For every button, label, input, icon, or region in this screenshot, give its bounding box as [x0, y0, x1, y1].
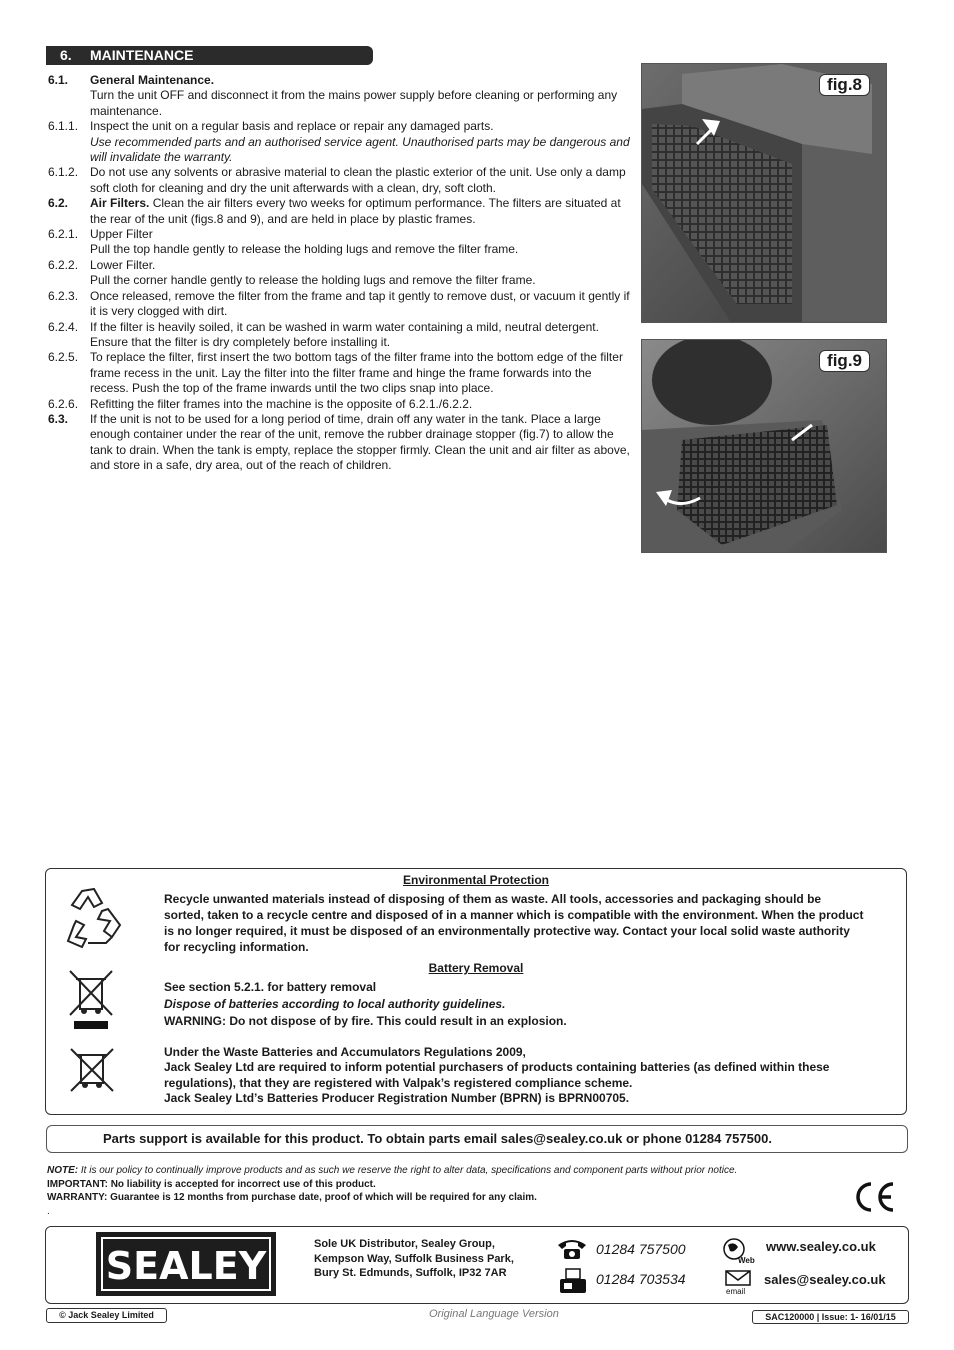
env-heading: Environmental Protection	[402, 873, 550, 887]
maintenance-text-line	[90, 73, 633, 88]
figure-8-label: fig.8	[819, 74, 870, 96]
figure-8	[641, 63, 887, 323]
web-label: Web	[738, 1256, 755, 1265]
maintenance-text-line	[90, 320, 633, 351]
maintenance-number: 6.2.1.	[48, 227, 79, 242]
maintenance-text-part: Once released, remove the filter from the frame and tap it gently to remove dust, or vacuum it gently if it is very clogged with dirt.	[90, 288, 630, 319]
maintenance-text-line	[90, 165, 633, 196]
maintenance-text-line	[90, 289, 633, 320]
fax-number: 01284 703534	[596, 1271, 686, 1287]
maintenance-number: 6.1.1.	[48, 119, 79, 134]
maintenance-text-part: Pull the top handle gently to release the holding lugs and remove the filter frame.	[90, 242, 519, 257]
distributor-address: Sole UK Distributor, Sealey Group, Kempson Way, Suffolk Business Park, Bury St. Edmunds, Suffolk, IP32 7AR	[314, 1238, 514, 1279]
maintenance-text-part: Refitting the filter frames into the machine is the opposite of 6.2.1./6.2.2.	[90, 396, 473, 411]
maintenance-number	[48, 88, 90, 119]
maintenance-text-line	[90, 196, 633, 227]
maintenance-text-line	[90, 258, 633, 273]
maintenance-text-part: Upper Filter	[90, 227, 153, 242]
important-note: IMPORTANT: No liability is accepted for incorrect use of this product.	[47, 1178, 376, 1190]
maintenance-text-line	[90, 242, 633, 257]
maintenance-row	[48, 242, 633, 257]
phone-number: 01284 757500	[596, 1241, 686, 1257]
section-number: 6.	[60, 47, 72, 63]
regs-line-1: Under the Waste Batteries and Accumulators Regulations 2009,	[164, 1045, 526, 1059]
maintenance-number: 6.2.	[48, 196, 69, 211]
maintenance-row	[48, 135, 633, 166]
maintenance-row	[48, 412, 633, 474]
maintenance-row	[48, 289, 633, 320]
maintenance-text	[48, 73, 633, 474]
maintenance-row	[48, 320, 633, 351]
maintenance-number	[48, 135, 90, 166]
maintenance-row	[48, 88, 633, 119]
maintenance-row	[48, 73, 633, 88]
phone-icon	[556, 1237, 588, 1266]
note-label: NOTE:	[47, 1165, 79, 1176]
section-title: MAINTENANCE	[90, 47, 194, 63]
maintenance-number: 6.2.3.	[48, 288, 79, 303]
maintenance-text-part: Lower Filter.	[90, 257, 156, 272]
footer-box	[45, 1226, 909, 1304]
maintenance-number: 6.2.6.	[48, 396, 79, 411]
maintenance-text-line	[90, 350, 633, 396]
maintenance-row	[48, 350, 633, 396]
email-link[interactable]: sales@sealey.co.uk	[764, 1272, 886, 1287]
warranty-note: WARRANTY: Guarantee is 12 months from purchase date, proof of which will be required for any claim.	[47, 1192, 537, 1203]
figure-9	[641, 339, 887, 553]
maintenance-text-line	[90, 412, 633, 474]
maintenance-row	[48, 165, 633, 196]
regs-line-3: Jack Sealey Ltd’s Batteries Producer Registration Number (BPRN) is BPRN00705.	[164, 1091, 630, 1105]
maintenance-text-part: To replace the filter, first insert the two bottom tags of the filter frame into the bottom edge of the filter frame recess in the unit. Lay the filter into the filter frame and hinge the frame forwards into the recess. Push the top of the frame inwards until the two clips snap into place.	[90, 350, 623, 396]
figure-9-label: fig.9	[819, 350, 870, 372]
maintenance-row	[48, 273, 633, 288]
maintenance-number: 6.1.	[48, 73, 69, 87]
regs-line-2: Jack Sealey Ltd are required to inform potential purchasers of products containing batteries (as defined within these regulations), that they are registered with Valpak’s registered compliance scheme.	[164, 1060, 830, 1090]
maintenance-text-line	[90, 119, 633, 134]
maintenance-text-part: Air Filters.	[90, 196, 150, 211]
figure-8-photo	[642, 64, 887, 323]
maintenance-text-part: General Maintenance.	[90, 73, 215, 87]
email-label: email	[726, 1287, 746, 1295]
maintenance-number: 6.3.	[48, 411, 69, 426]
maintenance-text-line	[90, 273, 633, 288]
maintenance-text-line	[90, 88, 633, 119]
maintenance-row	[48, 397, 633, 412]
maintenance-text-part: Do not use any solvents or abrasive material to clean the plastic exterior of the unit. Use only a damp soft cloth for cleaning and dry the unit afterwards with a clean, dry, soft cloth.	[90, 165, 626, 195]
note-text: It is our policy to continually improve products and as such we reserve the right to alter data, specifications and component parts without prior notice.	[78, 1165, 738, 1176]
maintenance-text-part: Pull the corner handle gently to release the holding lugs and remove the filter frame.	[90, 273, 536, 288]
battery-line-3: WARNING: Do not dispose of by fire. This could result in an explosion.	[164, 1014, 567, 1028]
issue-number: SAC120000 | Issue: 1- 16/01/15	[752, 1310, 909, 1324]
maintenance-number: 6.2.4.	[48, 319, 79, 334]
maintenance-row	[48, 196, 633, 227]
web-globe-icon	[722, 1237, 756, 1270]
notes	[47, 1164, 847, 1218]
maintenance-text-line	[90, 135, 633, 166]
maintenance-number: 6.2.2.	[48, 257, 79, 272]
fax-icon	[558, 1267, 588, 1300]
battery-line-2: Dispose of batteries according to local authority guidelines.	[164, 997, 506, 1011]
recycle-icon	[60, 885, 128, 958]
dot: .	[47, 1205, 50, 1217]
battery-heading: Battery Removal	[428, 961, 524, 975]
environmental-box	[45, 868, 907, 1115]
maintenance-text-line	[90, 227, 633, 242]
parts-support-bar: Parts support is available for this product. To obtain parts email sales@sealey.co.uk or phone 01284 757500.	[46, 1125, 908, 1153]
maintenance-text-part: Inspect the unit on a regular basis and replace or repair any damaged parts.	[90, 119, 494, 134]
logo-text: SEALEY	[105, 1244, 267, 1288]
crossed-bin-icon-2	[68, 1047, 116, 1100]
maintenance-number: 6.2.5.	[48, 350, 79, 365]
copyright: © Jack Sealey Limited	[46, 1308, 167, 1323]
maintenance-number: 6.1.2.	[48, 165, 79, 180]
maintenance-row	[48, 119, 633, 134]
maintenance-row	[48, 258, 633, 273]
maintenance-text-part: Use recommended parts and an authorised service agent. Unauthorised parts may be dangerous and will invalidate the warranty.	[90, 134, 630, 165]
maintenance-text-line	[90, 397, 633, 412]
maintenance-text-part: Turn the unit OFF and disconnect it from the mains power supply before cleaning or performing any maintenance.	[90, 88, 618, 118]
crossed-bin-icon	[66, 969, 116, 1038]
env-text: Recycle unwanted materials instead of disposing of them as waste. All tools, accessories and packaging should be sorted, taken to a recycle centre and disposed of in a manner which is compatible with the environment. When the product is no longer required, it must be disposed of an environmentally protective way. Contact your local solid waste authority for recycling information.	[164, 892, 864, 954]
maintenance-row	[48, 227, 633, 242]
battery-line-1: See section 5.2.1. for battery removal	[164, 980, 377, 994]
maintenance-text-part: If the unit is not to be used for a long period of time, drain off any water in the tank. Place a large enough container under the rear of the unit, remove the rubber drainage stopper (fig.7) to allow the tank to drain. When the tank is empty, replace the stopper firmly. Clean the unit and air filter as above, and store in a safe, dry area, out of the reach of children.	[90, 411, 630, 473]
maintenance-text-part: Clean the air filters every two weeks for optimum performance. The filters are situated at the rear of the unit (figs.8 and 9), and are held in place by plastic frames.	[90, 196, 621, 226]
maintenance-number	[48, 273, 90, 288]
maintenance-text-part: If the filter is heavily soiled, it can be washed in warm water containing a mild, neutral detergent. Ensure that the filter is dry completely before installing it.	[90, 319, 599, 349]
section-header	[46, 46, 373, 65]
original-language-version: Original Language Version	[429, 1308, 559, 1320]
email-icon	[724, 1269, 754, 1300]
ce-mark-icon	[853, 1180, 897, 1219]
sealey-logo	[96, 1232, 276, 1296]
maintenance-number	[48, 242, 90, 257]
website-link[interactable]: www.sealey.co.uk	[766, 1239, 876, 1254]
